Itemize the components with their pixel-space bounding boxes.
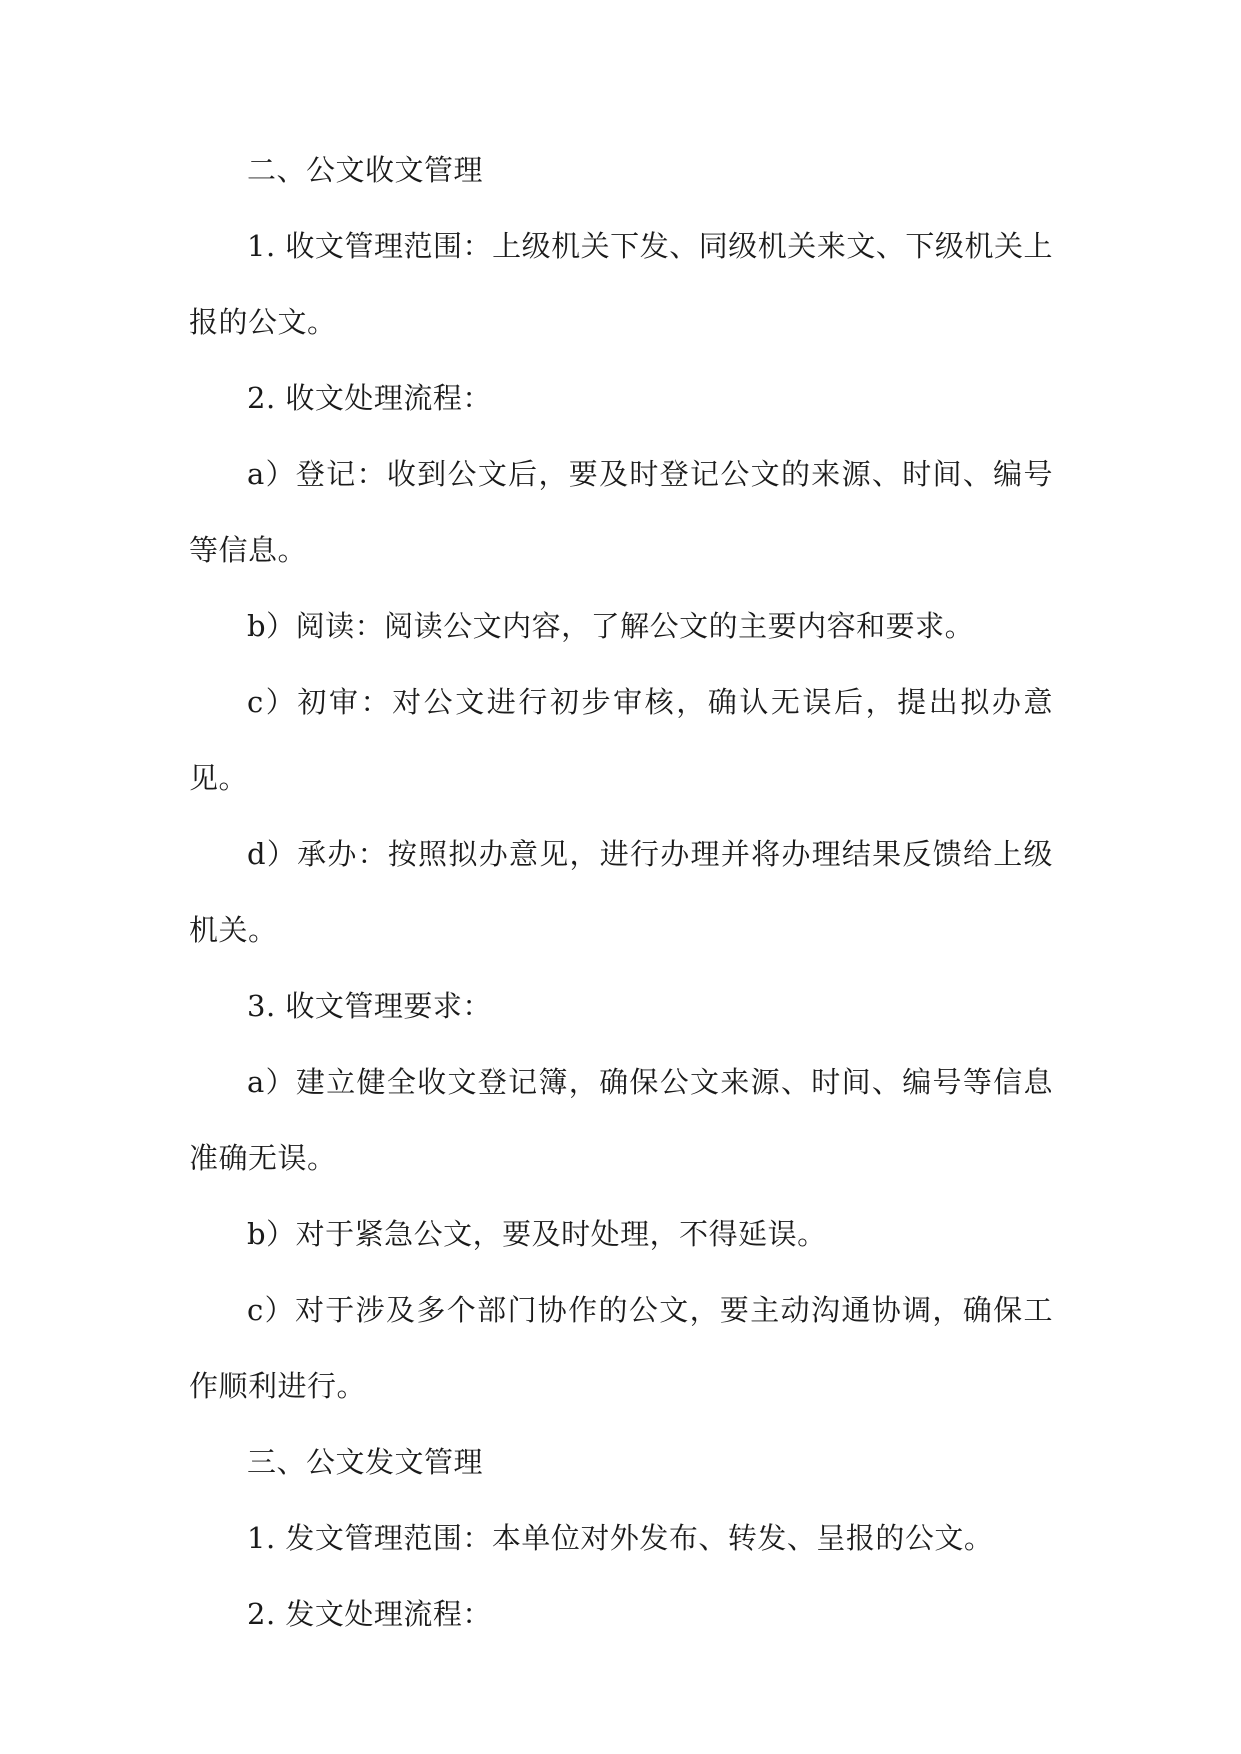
- paragraph-requirement-register-book: a）建立健全收文登记簿，确保公文来源、时间、编号等信息准确无误。: [189, 1065, 1053, 1175]
- paragraph-step-read: b）阅读：阅读公文内容，了解公文的主要内容和要求。: [247, 609, 975, 643]
- paragraph-step-review: c）初审：对公文进行初步审核，确认无误后，提出拟办意见。: [189, 685, 1053, 795]
- document-body: [189, 132, 1053, 1652]
- paragraph-sending-process: 2. 发文处理流程：: [247, 1597, 492, 1631]
- paragraph-requirement-urgent: b）对于紧急公文，要及时处理，不得延误。: [247, 1217, 827, 1251]
- paragraph-receiving-process: 2. 收文处理流程：: [247, 381, 492, 415]
- paragraph-requirement-coordination: c）对于涉及多个部门协作的公文，要主动沟通协调，确保工作顺利进行。: [189, 1293, 1053, 1403]
- paragraph-step-register: a）登记：收到公文后，要及时登记公文的来源、时间、编号等信息。: [189, 457, 1053, 567]
- section-heading-receiving: 二、公文收文管理: [247, 153, 484, 187]
- paragraph-sending-scope: 1. 发文管理范围：本单位对外发布、转发、呈报的公文。: [247, 1521, 994, 1555]
- paragraph-receiving-scope: 1. 收文管理范围：上级机关下发、同级机关来文、下级机关上报的公文。: [189, 229, 1053, 339]
- section-heading-sending: 三、公文发文管理: [247, 1445, 484, 1479]
- paragraph-step-handle: d）承办：按照拟办意见，进行办理并将办理结果反馈给上级机关。: [189, 837, 1053, 947]
- paragraph-receiving-requirements: 3. 收文管理要求：: [247, 989, 492, 1023]
